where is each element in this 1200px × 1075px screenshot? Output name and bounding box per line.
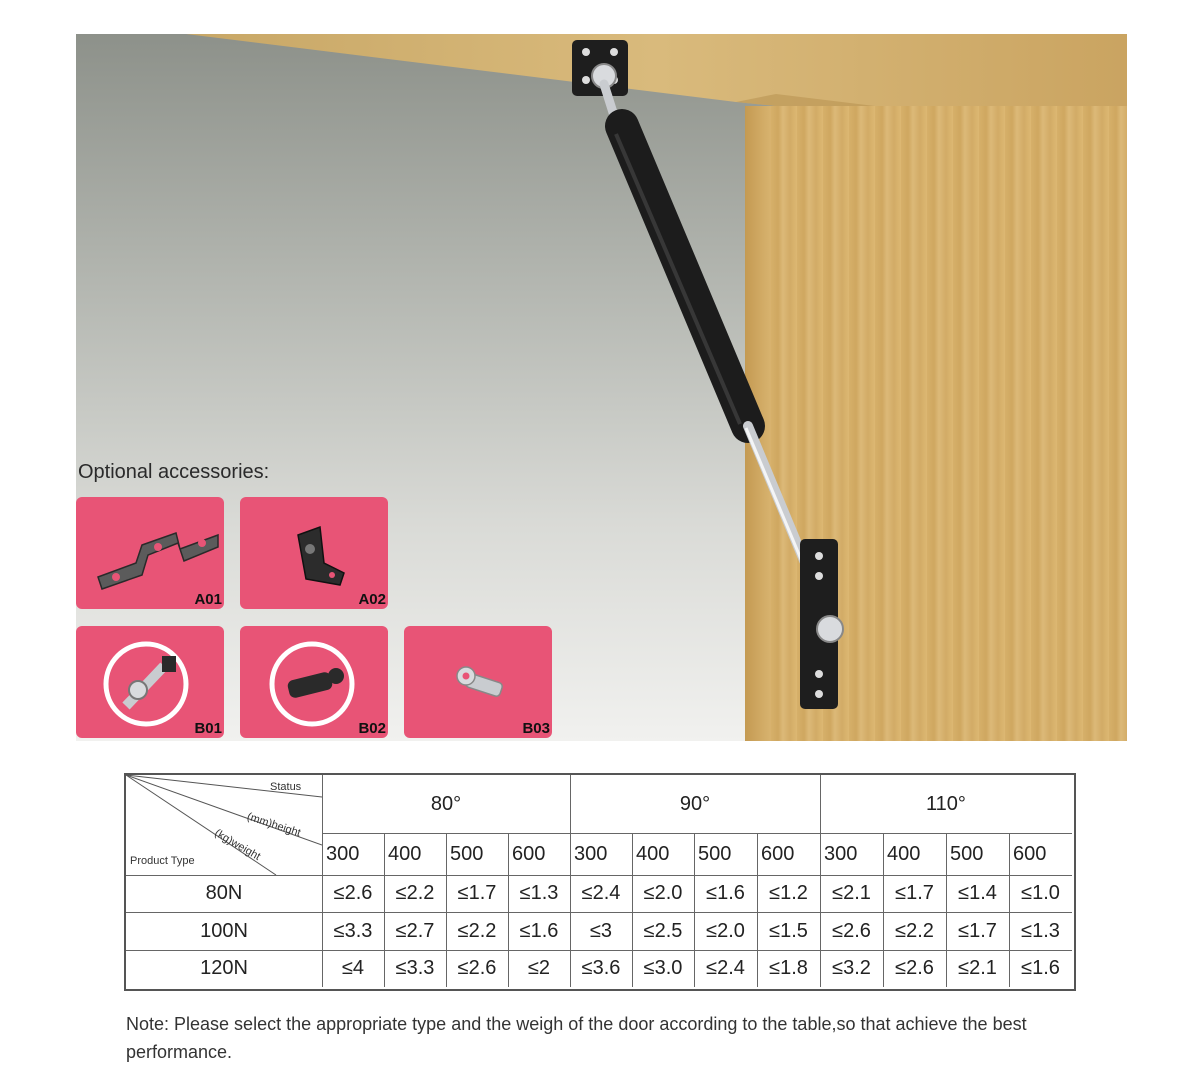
gas-strut bbox=[76, 34, 1127, 741]
accessory-code: A01 bbox=[194, 591, 222, 608]
height-header: 500 bbox=[698, 842, 732, 865]
value-cell: ≤3.0 bbox=[643, 957, 683, 979]
grid-line bbox=[883, 833, 884, 987]
grid-line bbox=[632, 833, 633, 987]
accessory-code: B01 bbox=[194, 720, 222, 737]
value-cell: ≤2.0 bbox=[706, 919, 745, 942]
grid-line bbox=[126, 950, 1072, 951]
value-cell: ≤2.0 bbox=[643, 882, 683, 904]
height-header: 400 bbox=[636, 842, 670, 865]
value-cell: ≤1.7 bbox=[895, 882, 934, 904]
grid-line bbox=[946, 833, 947, 987]
height-header: 600 bbox=[1013, 842, 1047, 865]
selection-note: Note: Please select the appropriate type and the weigh of the door according to the table,so that achieve the best performance. bbox=[126, 1014, 1027, 1062]
value-cell: ≤2.6 bbox=[895, 957, 934, 979]
height-header: 400 bbox=[388, 842, 422, 865]
value-cell: ≤1.2 bbox=[769, 882, 808, 904]
height-header: 400 bbox=[887, 842, 921, 865]
value-cell: ≤1.7 bbox=[958, 919, 997, 942]
value-cell: ≤2.6 bbox=[333, 882, 373, 904]
grid-line bbox=[322, 833, 1072, 834]
height-header: 600 bbox=[761, 842, 795, 865]
value-cell: ≤1.0 bbox=[1021, 882, 1060, 904]
value-cell: ≤1.8 bbox=[769, 957, 808, 979]
corner-height-label: (mm)height bbox=[245, 810, 303, 840]
corner-product-type-label: Product Type bbox=[130, 855, 195, 867]
grid-line bbox=[126, 875, 1072, 876]
product-photo bbox=[76, 34, 1127, 741]
grid-line bbox=[570, 775, 571, 987]
angle-header: 110° bbox=[926, 792, 966, 815]
value-cell: ≤2.2 bbox=[895, 919, 934, 942]
value-cell: ≤1.6 bbox=[706, 882, 745, 904]
value-cell: ≤1.3 bbox=[1021, 919, 1060, 942]
value-cell: ≤2.2 bbox=[395, 882, 435, 904]
value-cell: ≤2.6 bbox=[832, 919, 871, 942]
strut-cylinder bbox=[622, 126, 748, 426]
value-cell: ≤2 bbox=[527, 957, 551, 979]
product-type-cell: 120N bbox=[200, 957, 248, 979]
value-cell: ≤3 bbox=[589, 919, 613, 942]
value-cell: ≤3.2 bbox=[832, 957, 871, 979]
height-header: 300 bbox=[326, 842, 360, 865]
grid-line bbox=[1009, 833, 1010, 987]
accessory-tile-b02 bbox=[240, 626, 388, 738]
accessory-code: A02 bbox=[358, 591, 386, 608]
angle-header: 90° bbox=[679, 792, 711, 815]
value-cell: ≤1.5 bbox=[769, 919, 808, 942]
height-header: 300 bbox=[824, 842, 858, 865]
height-header: 300 bbox=[574, 842, 608, 865]
angle-header: 80° bbox=[430, 792, 462, 815]
corner-status-label: Status bbox=[270, 781, 302, 793]
value-cell: ≤3.3 bbox=[395, 957, 435, 979]
grid-line bbox=[384, 833, 385, 987]
grid-line bbox=[508, 833, 509, 987]
value-cell: ≤2.5 bbox=[643, 919, 683, 942]
height-header: 500 bbox=[450, 842, 484, 865]
accessory-tile-b03 bbox=[404, 626, 552, 738]
value-cell: ≤2.1 bbox=[832, 882, 871, 904]
value-cell: ≤1.6 bbox=[1021, 957, 1060, 979]
corner-weight-label: (kg)weight bbox=[212, 827, 263, 863]
grid-line bbox=[446, 833, 447, 987]
value-cell: ≤2.2 bbox=[457, 919, 497, 942]
value-cell: ≤2.4 bbox=[706, 957, 745, 979]
value-cell: ≤2.7 bbox=[395, 919, 435, 942]
accessory-tile-a01 bbox=[76, 497, 224, 609]
accessory-code: B02 bbox=[358, 720, 386, 737]
product-type-cell: 100N bbox=[200, 919, 248, 942]
value-cell: ≤3.6 bbox=[581, 957, 621, 979]
accessory-code: B03 bbox=[522, 720, 550, 737]
product-type-cell: 80N bbox=[205, 882, 243, 904]
grid-line bbox=[757, 833, 758, 987]
value-cell: ≤4 bbox=[341, 957, 365, 979]
load-capacity-table bbox=[124, 773, 1076, 991]
height-header: 600 bbox=[512, 842, 546, 865]
value-cell: ≤1.7 bbox=[457, 882, 497, 904]
accessories-title: Optional accessories: bbox=[78, 461, 270, 483]
height-header: 500 bbox=[950, 842, 984, 865]
value-cell: ≤1.6 bbox=[519, 919, 559, 942]
value-cell: ≤1.3 bbox=[519, 882, 559, 904]
grid-line bbox=[322, 775, 323, 987]
grid-line bbox=[126, 912, 1072, 913]
value-cell: ≤1.4 bbox=[958, 882, 997, 904]
bottom-ball-joint bbox=[817, 616, 843, 642]
value-cell: ≤3.3 bbox=[333, 919, 373, 942]
grid-line bbox=[694, 833, 695, 987]
accessory-tile-a02 bbox=[240, 497, 388, 609]
value-cell: ≤2.1 bbox=[958, 957, 997, 979]
grid-line bbox=[820, 775, 821, 987]
value-cell: ≤2.6 bbox=[457, 957, 497, 979]
value-cell: ≤2.4 bbox=[581, 882, 621, 904]
accessory-tile-b01 bbox=[76, 626, 224, 738]
